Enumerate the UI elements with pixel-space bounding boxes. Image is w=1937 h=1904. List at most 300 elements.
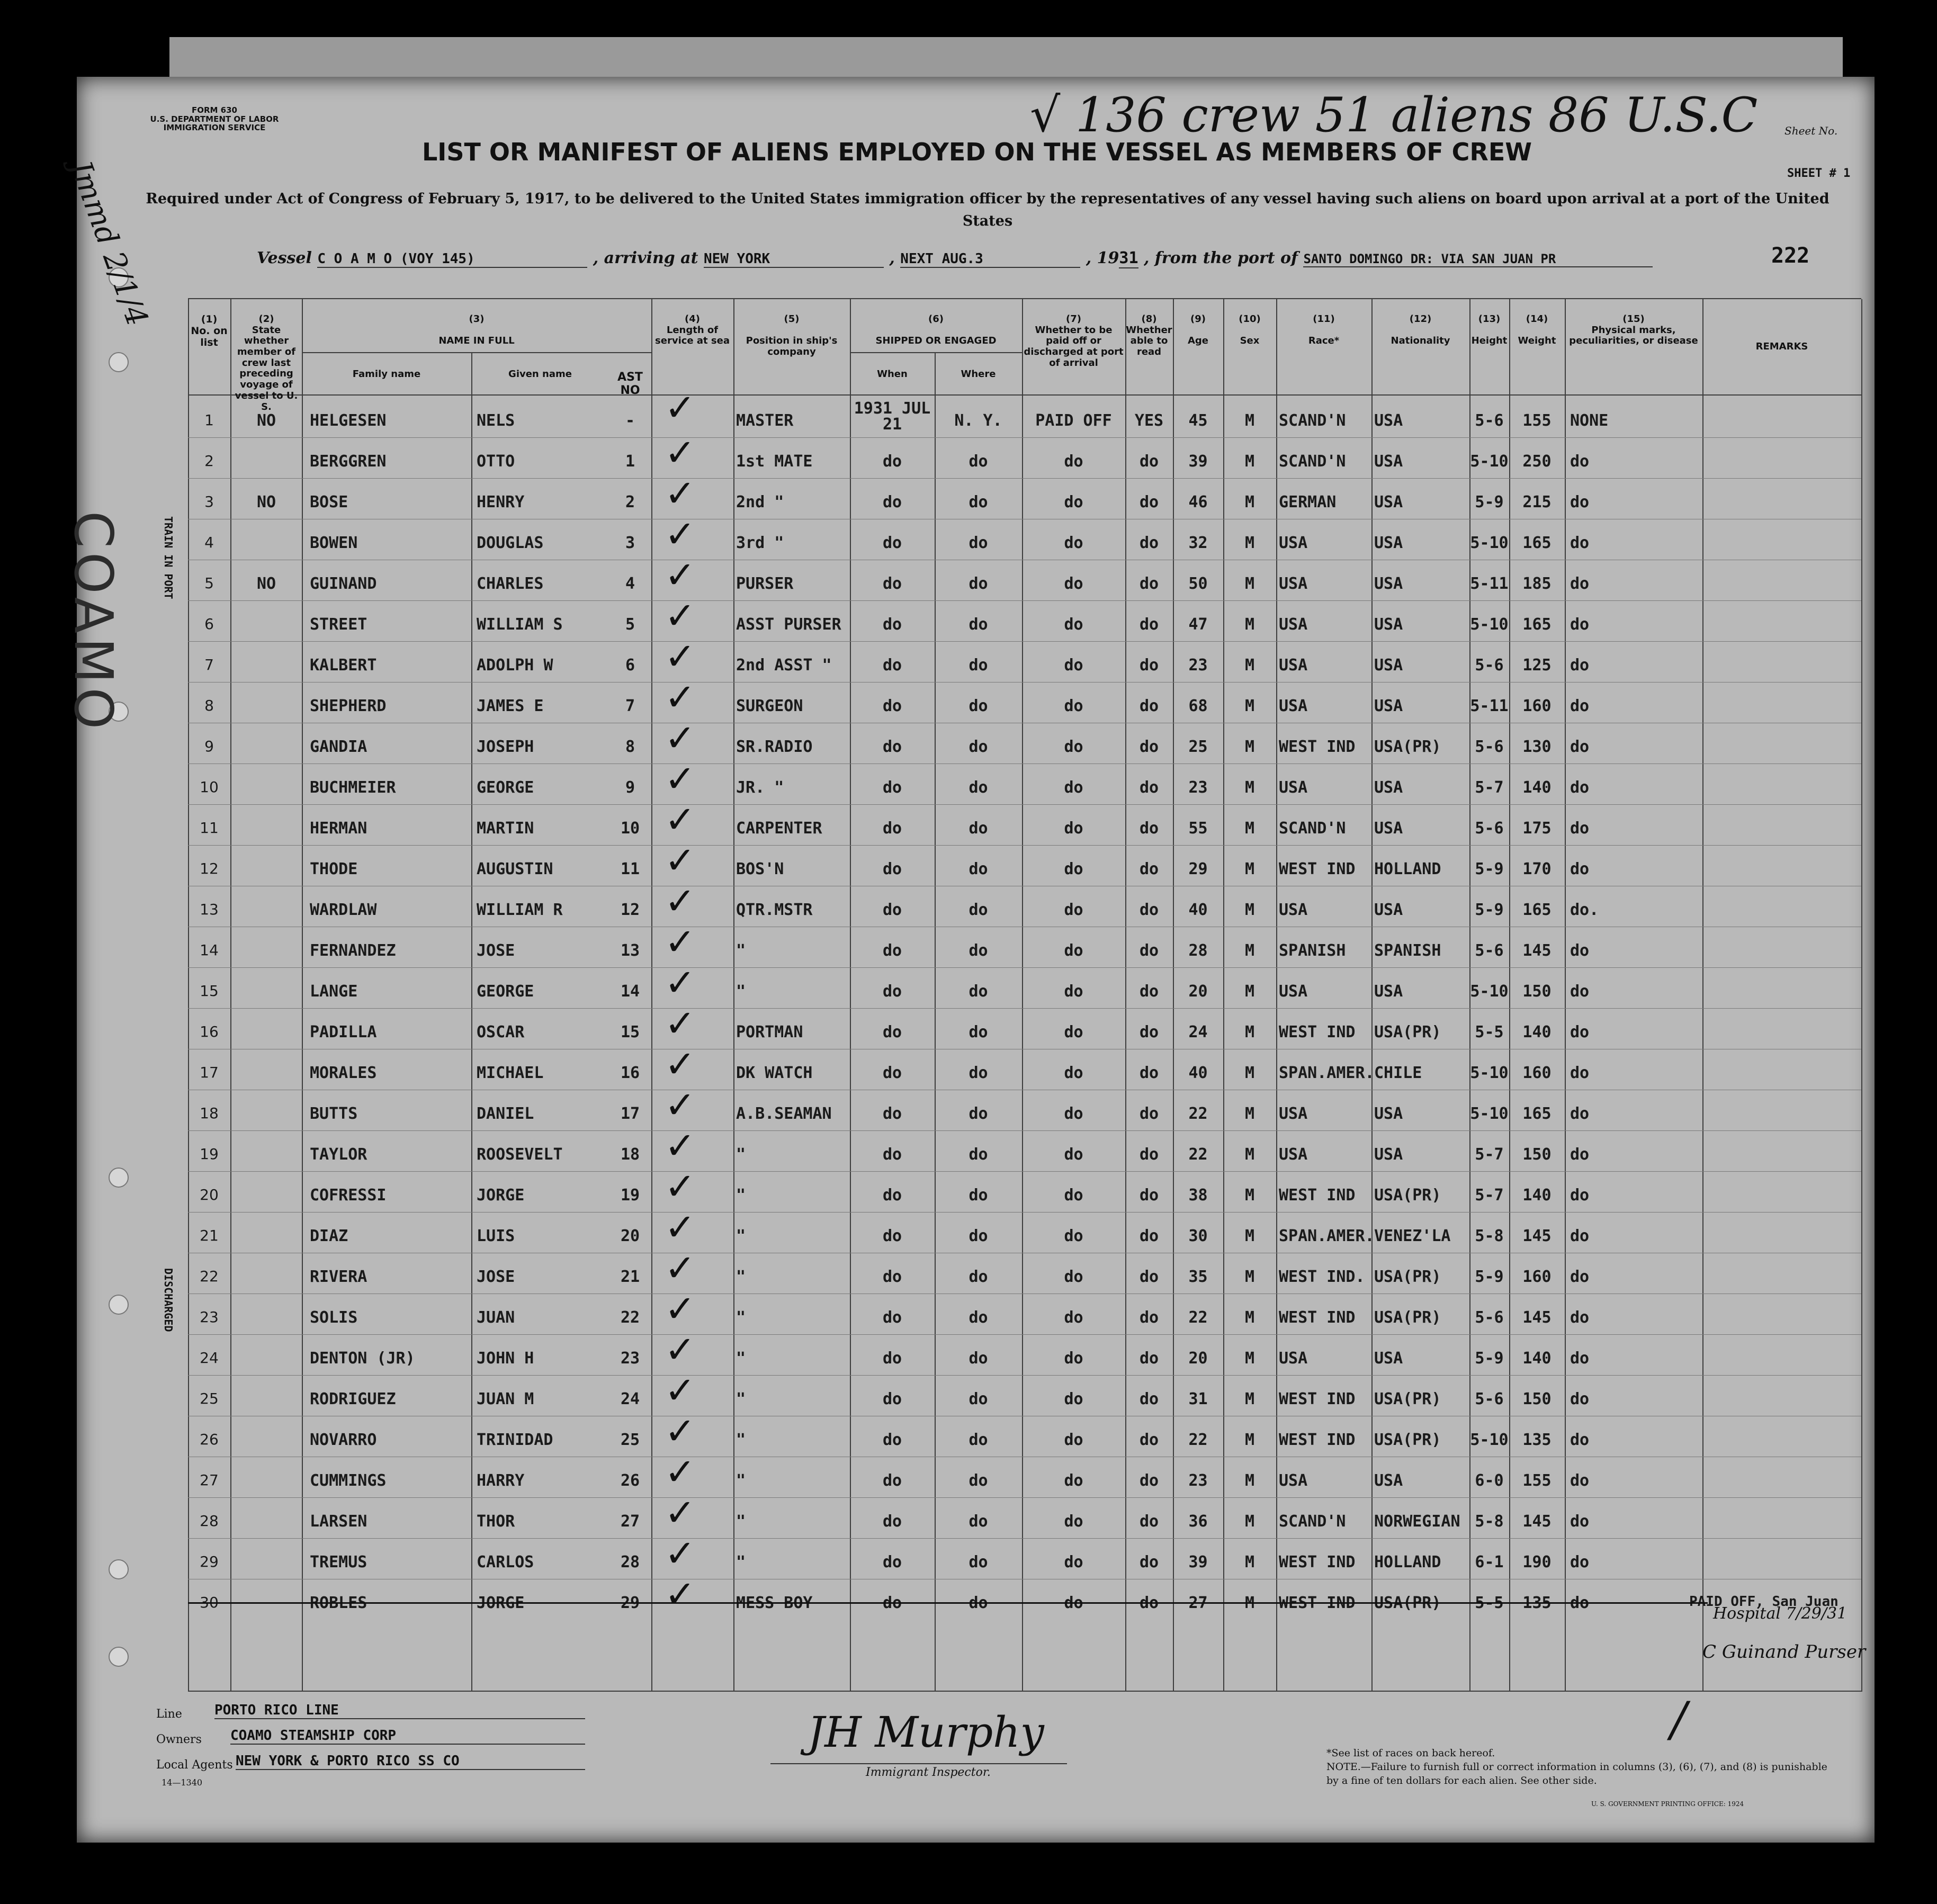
- cell-race: USA: [1279, 1349, 1308, 1368]
- col-header-physical-marks: (15) Physical marks, peculiarities, or disease: [1569, 313, 1698, 347]
- row-divider: [188, 1008, 1861, 1009]
- from-port-value: SANTO DOMINGO DR: VIA SAN JUAN PR: [1303, 252, 1653, 267]
- cell-shipped-where: do: [968, 1390, 988, 1408]
- coamo-side-stamp: COAMO: [62, 511, 124, 734]
- cell-shipped-where: do: [968, 819, 988, 838]
- cell-position: MESS BOY: [736, 1594, 813, 1612]
- cell-age: 47: [1188, 615, 1208, 634]
- cell-weight: 190: [1522, 1553, 1552, 1571]
- cell-height: 5-10: [1470, 982, 1509, 1001]
- cell-weight: 215: [1522, 493, 1552, 511]
- cell-sex: M: [1244, 1023, 1255, 1041]
- sheet-no-label: Sheet No.: [1784, 124, 1838, 137]
- col-header-able-to-read: (8) Whether able to read: [1126, 313, 1172, 358]
- col-header-family-name: Family name: [352, 369, 421, 380]
- cell-able-to-read: do: [1139, 1104, 1159, 1123]
- cell-nationality: USA: [1374, 656, 1403, 675]
- cell-paid-off: do: [1064, 1268, 1083, 1286]
- cell-weight: 165: [1522, 615, 1552, 634]
- cell-family-name: HERMAN: [310, 819, 367, 838]
- cell-height: 5-10: [1470, 534, 1509, 552]
- cell-age: 40: [1188, 901, 1208, 919]
- margin-vertical-note: DISCHARGED: [162, 1268, 175, 1332]
- cell-family-name: RIVERA: [310, 1268, 367, 1286]
- cell-position: 2nd ASST ": [736, 656, 832, 675]
- cell-family-name: GANDIA: [310, 738, 367, 756]
- cell-list-number: 18: [200, 1104, 219, 1122]
- shipped-subheader-border: [850, 352, 1022, 353]
- purser-signature: C Guinand Purser: [1702, 1641, 1866, 1663]
- cell-able-to-read: do: [1139, 1431, 1159, 1449]
- cell-height: 6-0: [1475, 1471, 1504, 1490]
- year-prefix: , 19: [1086, 249, 1119, 267]
- cell-age: 45: [1188, 411, 1208, 430]
- line-value: PORTO RICO LINE: [214, 1702, 585, 1719]
- cell-nationality: USA: [1374, 1471, 1403, 1490]
- service-checkmark: ✓: [665, 1083, 696, 1127]
- cell-physical-marks: do: [1570, 615, 1590, 634]
- cell-position: CARPENTER: [736, 819, 822, 838]
- cell-list-index: 25: [620, 1431, 640, 1449]
- cell-paid-off: do: [1064, 738, 1083, 756]
- cell-race: SPAN.AMER.: [1279, 1227, 1375, 1245]
- cell-shipped-when: do: [882, 1268, 902, 1286]
- cell-physical-marks: do: [1570, 982, 1590, 1001]
- cell-list-index: 28: [620, 1553, 640, 1571]
- cell-sex: M: [1244, 1431, 1255, 1449]
- cell-list-number: 10: [200, 778, 219, 796]
- cell-sex: M: [1244, 1349, 1255, 1368]
- cell-paid-off: do: [1064, 1064, 1083, 1082]
- cell-physical-marks: do: [1570, 1431, 1590, 1449]
- cell-shipped-where: do: [968, 452, 988, 471]
- cell-nationality: USA(PR): [1374, 738, 1441, 756]
- cell-nationality: HOLLAND: [1374, 860, 1441, 878]
- cell-age: 23: [1188, 1471, 1208, 1490]
- page-subtitle: Required under Act of Congress of February 5, 1917, to be delivered to the United States immigration officer by the representatives of any vessel having such aliens on board upon arrival at a port of the United States: [146, 191, 1830, 229]
- cell-weight: 135: [1522, 1431, 1552, 1449]
- cell-family-name: MORALES: [310, 1064, 377, 1082]
- cell-height: 5-6: [1475, 819, 1504, 838]
- cell-paid-off: do: [1064, 493, 1083, 511]
- service: IMMIGRATION SERVICE: [163, 123, 266, 132]
- cell-shipped-when: do: [882, 1349, 902, 1368]
- cell-shipped-when: do: [882, 1471, 902, 1490]
- cell-age: 30: [1188, 1227, 1208, 1245]
- cell-age: 38: [1188, 1186, 1208, 1205]
- cell-paid-off: do: [1064, 1145, 1083, 1164]
- department: U.S. DEPARTMENT OF LABOR: [150, 114, 279, 124]
- cell-list-number: 25: [200, 1390, 219, 1407]
- cell-list-number: 8: [204, 697, 214, 714]
- service-checkmark: ✓: [665, 961, 696, 1004]
- cell-list-number: 3: [204, 493, 214, 510]
- cell-shipped-where: N. Y.: [954, 411, 1002, 430]
- cell-shipped-where: do: [968, 1186, 988, 1205]
- cell-weight: 175: [1522, 819, 1552, 838]
- cell-list-index: 29: [620, 1594, 640, 1612]
- cell-race: WEST IND: [1279, 1594, 1356, 1612]
- col-divider: [1861, 299, 1862, 1692]
- cell-paid-off: do: [1064, 1512, 1083, 1531]
- vessel-value: C O A M O (VOY 145): [317, 251, 587, 268]
- cell-nationality: USA: [1374, 574, 1403, 593]
- table-top-border: [188, 298, 1861, 299]
- service-checkmark: ✓: [665, 1287, 696, 1331]
- cell-list-index: 26: [620, 1471, 640, 1490]
- sheet-no-value: SHEET # 1: [1787, 167, 1851, 180]
- cell-paid-off: do: [1064, 1471, 1083, 1490]
- cell-sex: M: [1244, 1186, 1255, 1205]
- cell-sex: M: [1244, 819, 1255, 838]
- service-checkmark: ✓: [665, 1246, 696, 1290]
- cell-paid-off: do: [1064, 1349, 1083, 1368]
- cell-list-number: 21: [200, 1227, 219, 1244]
- cell-sex: M: [1244, 615, 1255, 634]
- cell-height: 5-5: [1475, 1023, 1504, 1041]
- cell-weight: 155: [1522, 411, 1552, 430]
- cell-given-name: WILLIAM R: [477, 901, 563, 919]
- cell-list-index: 19: [620, 1186, 640, 1205]
- cell-weight: 125: [1522, 656, 1552, 675]
- cell-shipped-where: do: [968, 738, 988, 756]
- cell-sex: M: [1244, 656, 1255, 675]
- cell-age: 36: [1188, 1512, 1208, 1531]
- cell-able-to-read: do: [1139, 534, 1159, 552]
- cell-race: USA: [1279, 574, 1308, 593]
- cell-able-to-read: do: [1139, 1064, 1159, 1082]
- cell-given-name: JOSEPH: [477, 738, 534, 756]
- cell-position: ": [736, 1553, 746, 1571]
- arriving-value: NEW YORK: [704, 251, 884, 268]
- cell-age: 27: [1188, 1594, 1208, 1612]
- hospital-annotation: Hospital 7/29/31: [1713, 1604, 1848, 1623]
- cell-race: GERMAN: [1279, 493, 1337, 511]
- cell-physical-marks: NONE: [1570, 411, 1609, 430]
- service-checkmark: ✓: [665, 1491, 696, 1534]
- cell-shipped-when: do: [882, 778, 902, 797]
- row-divider: [188, 1497, 1861, 1498]
- cell-shipped-where: do: [968, 1349, 988, 1368]
- col-header-sex: (10) Sex: [1239, 313, 1261, 347]
- cell-list-number: 7: [204, 656, 214, 673]
- cell-height: 5-10: [1470, 1431, 1509, 1449]
- cell-age: 23: [1188, 778, 1208, 797]
- cell-list-number: 16: [200, 1023, 219, 1040]
- cell-physical-marks: do.: [1570, 901, 1599, 919]
- inspector-signature: JH Murphy: [808, 1708, 1044, 1757]
- service-checkmark: ✓: [665, 635, 696, 678]
- cell-sex: M: [1244, 1553, 1255, 1571]
- cell-list-index: 6: [625, 656, 635, 675]
- service-checkmark: ✓: [665, 839, 696, 882]
- cell-shipped-where: do: [968, 615, 988, 634]
- cell-height: 5-10: [1470, 1104, 1509, 1123]
- cell-list-number: 20: [200, 1186, 219, 1204]
- vessel-line: Vessel C O A M O (VOY 145) , arriving at NEW YORK , NEXT AUG.3 , 1931 , from the port of SANTO DOMINGO DR: VIA SAN JUAN PR: [257, 249, 1872, 275]
- cell-family-name: BUCHMEIER: [310, 778, 396, 797]
- cell-paid-off: do: [1064, 574, 1083, 593]
- cell-sex: M: [1244, 1145, 1255, 1164]
- cell-able-to-read: do: [1139, 1512, 1159, 1531]
- cell-list-number: 6: [204, 615, 214, 633]
- cell-weight: 165: [1522, 534, 1552, 552]
- cell-physical-marks: do: [1570, 1227, 1590, 1245]
- cell-race: SCAND'N: [1279, 452, 1346, 471]
- penalty-note: NOTE.—Failure to furnish full or correct information in columns (3), (6), (7), and (8) is punishable by a fine of ten dollars for each alien. See other side.: [1326, 1761, 1827, 1786]
- cell-weight: 145: [1522, 1227, 1552, 1245]
- cell-given-name: GEORGE: [477, 982, 534, 1001]
- col-header-previous-voyage: (2) State whether member of crew last preceding voyage of vessel to U. S.: [235, 313, 298, 412]
- cell-shipped-when: do: [882, 1431, 902, 1449]
- cell-physical-marks: do: [1570, 574, 1590, 593]
- cell-list-number: 22: [200, 1268, 219, 1285]
- cell-shipped-when: do: [882, 1553, 902, 1571]
- cell-nationality: HOLLAND: [1374, 1553, 1441, 1571]
- cell-physical-marks: do: [1570, 778, 1590, 797]
- cell-family-name: LARSEN: [310, 1512, 367, 1531]
- cell-sex: M: [1244, 778, 1255, 797]
- service-checkmark: ✓: [665, 676, 696, 719]
- cell-shipped-where: do: [968, 1308, 988, 1327]
- row-divider: [188, 1130, 1861, 1131]
- cell-given-name: JAMES E: [477, 697, 544, 715]
- col-divider: [651, 299, 652, 1692]
- cell-nationality: USA(PR): [1374, 1594, 1441, 1612]
- cell-shipped-when: 1931 JUL 21: [854, 399, 931, 434]
- cell-weight: 185: [1522, 574, 1552, 593]
- cell-race: WEST IND: [1279, 1023, 1356, 1041]
- cell-physical-marks: do: [1570, 452, 1590, 471]
- cell-race: USA: [1279, 697, 1308, 715]
- col-divider: [302, 299, 303, 1692]
- cell-shipped-when: do: [882, 1186, 902, 1205]
- cell-list-number: 30: [200, 1594, 219, 1611]
- cell-able-to-read: do: [1139, 615, 1159, 634]
- cell-physical-marks: do: [1570, 1512, 1590, 1531]
- cell-age: 68: [1188, 697, 1208, 715]
- cell-nationality: USA: [1374, 778, 1403, 797]
- cell-weight: 165: [1522, 901, 1552, 919]
- cell-age: 22: [1188, 1308, 1208, 1327]
- cell-shipped-where: do: [968, 1268, 988, 1286]
- cell-nationality: USA: [1374, 411, 1403, 430]
- cell-height: 5-6: [1475, 1308, 1504, 1327]
- cell-race: USA: [1279, 1145, 1308, 1164]
- cell-family-name: GUINAND: [310, 574, 377, 593]
- cell-nationality: NORWEGIAN: [1374, 1512, 1460, 1531]
- cell-able-to-read: do: [1139, 574, 1159, 593]
- cell-position: ": [736, 1308, 746, 1327]
- cell-height: 5-9: [1475, 860, 1504, 878]
- cell-race: SPANISH: [1279, 941, 1346, 960]
- cell-family-name: WARDLAW: [310, 901, 377, 919]
- cell-list-number: 19: [200, 1145, 219, 1163]
- cell-nationality: CHILE: [1374, 1064, 1422, 1082]
- cell-position: ": [736, 1349, 746, 1368]
- cell-list-number: 17: [200, 1064, 219, 1081]
- cell-sex: M: [1244, 1471, 1255, 1490]
- service-checkmark: ✓: [665, 1124, 696, 1167]
- col-header-weight: (14) Weight: [1518, 313, 1556, 347]
- cell-physical-marks: do: [1570, 1308, 1590, 1327]
- cell-able-to-read: do: [1139, 819, 1159, 838]
- cell-list-index: 4: [625, 574, 635, 593]
- cell-list-number: 2: [204, 452, 214, 470]
- cell-position: MASTER: [736, 411, 794, 430]
- cell-shipped-when: do: [882, 656, 902, 675]
- cell-shipped-where: do: [968, 1023, 988, 1041]
- row-divider: [188, 437, 1861, 438]
- cell-weight: 155: [1522, 1471, 1552, 1490]
- service-checkmark: ✓: [665, 1409, 696, 1453]
- cell-physical-marks: do: [1570, 1349, 1590, 1368]
- col-divider: [1565, 299, 1566, 1692]
- cell-family-name: BERGGREN: [310, 452, 387, 471]
- cell-family-name: DIAZ: [310, 1227, 348, 1245]
- cell-family-name: BOWEN: [310, 534, 358, 552]
- page-title: LIST OR MANIFEST OF ALIENS EMPLOYED ON THE VESSEL AS MEMBERS OF CREW: [422, 138, 1532, 166]
- cell-age: 24: [1188, 1023, 1208, 1041]
- cell-list-number: 23: [200, 1308, 219, 1326]
- cell-age: 35: [1188, 1268, 1208, 1286]
- cell-list-index: 23: [620, 1349, 640, 1368]
- cell-list-index: 11: [620, 860, 640, 878]
- cell-shipped-where: do: [968, 1553, 988, 1571]
- cell-nationality: USA: [1374, 534, 1403, 552]
- cell-shipped-when: do: [882, 1064, 902, 1082]
- cell-family-name: CUMMINGS: [310, 1471, 387, 1490]
- cell-race: USA: [1279, 656, 1308, 675]
- cell-given-name: JUAN M: [477, 1390, 534, 1408]
- cell-shipped-where: do: [968, 574, 988, 593]
- cell-nationality: USA: [1374, 1145, 1403, 1164]
- cell-race: USA: [1279, 1471, 1308, 1490]
- cell-paid-off: do: [1064, 982, 1083, 1001]
- cell-race: WEST IND: [1279, 860, 1356, 878]
- cell-weight: 140: [1522, 1023, 1552, 1041]
- cell-family-name: DENTON (JR): [310, 1349, 415, 1368]
- cell-list-number: 13: [200, 901, 219, 918]
- cell-given-name: ADOLPH W: [477, 656, 553, 675]
- form-number: FORM 630: [191, 105, 237, 115]
- cell-height: 5-9: [1475, 1268, 1504, 1286]
- cell-nationality: USA: [1374, 1349, 1403, 1368]
- cell-age: 29: [1188, 860, 1208, 878]
- cell-family-name: HELGESEN: [310, 411, 387, 430]
- cell-race: SCAND'N: [1279, 819, 1346, 838]
- cell-shipped-where: do: [968, 1104, 988, 1123]
- cell-paid-off: do: [1064, 656, 1083, 675]
- cell-race: USA: [1279, 615, 1308, 634]
- cell-shipped-when: do: [882, 534, 902, 552]
- cell-shipped-when: do: [882, 1594, 902, 1612]
- cell-race: WEST IND: [1279, 1186, 1356, 1205]
- cell-shipped-where: do: [968, 1471, 988, 1490]
- table-bottom-border: [188, 1691, 1861, 1692]
- service-checkmark: ✓: [665, 553, 696, 597]
- cell-age: 55: [1188, 819, 1208, 838]
- cell-list-index: 21: [620, 1268, 640, 1286]
- row-divider: [188, 1212, 1861, 1213]
- margin-vertical-note: TRAIN IN PORT: [162, 516, 175, 599]
- cell-weight: 150: [1522, 1145, 1552, 1164]
- cell-paid-off: do: [1064, 1431, 1083, 1449]
- printing-office-note: U. S. GOVERNMENT PRINTING OFFICE: 1924: [1591, 1800, 1744, 1808]
- cell-physical-marks: do: [1570, 493, 1590, 511]
- year-value: 31: [1119, 249, 1138, 267]
- cell-able-to-read: do: [1139, 1349, 1159, 1368]
- cell-nationality: VENEZ'LA: [1374, 1227, 1451, 1245]
- cell-position: ASST PURSER: [736, 615, 841, 634]
- cell-given-name: JOHN H: [477, 1349, 534, 1368]
- cell-list-index: 20: [620, 1227, 640, 1245]
- cell-paid-off: do: [1064, 901, 1083, 919]
- col-header-race: (11) Race*: [1308, 313, 1340, 347]
- cell-list-number: 12: [200, 860, 219, 877]
- cell-list-index: 8: [625, 738, 635, 756]
- service-checkmark: ✓: [665, 879, 696, 923]
- cell-paid-off: do: [1064, 615, 1083, 634]
- from-label: , from the port of: [1143, 249, 1298, 267]
- cell-family-name: PADILLA: [310, 1023, 377, 1041]
- cell-given-name: JOSE: [477, 941, 515, 960]
- cell-given-name: MARTIN: [477, 819, 534, 838]
- cell-list-index: 18: [620, 1145, 640, 1164]
- cell-height: 5-11: [1470, 697, 1509, 715]
- cell-height: 5-6: [1475, 738, 1504, 756]
- cell-family-name: NOVARRO: [310, 1431, 377, 1449]
- col-header-remarks: REMARKS: [1755, 341, 1808, 352]
- cell-able-to-read: YES: [1134, 411, 1164, 430]
- cell-height: 5-9: [1475, 901, 1504, 919]
- cell-shipped-when: do: [882, 901, 902, 919]
- manifest-sheet: [62, 77, 1875, 1843]
- cell-position: 3rd ": [736, 534, 784, 552]
- col-header-age: (9) Age: [1187, 313, 1209, 347]
- cell-physical-marks: do: [1570, 860, 1590, 878]
- row-divider: [188, 600, 1861, 601]
- cell-list-index: 1: [625, 452, 635, 471]
- cell-paid-off: do: [1064, 452, 1083, 471]
- cell-weight: 140: [1522, 778, 1552, 797]
- cell-shipped-when: do: [882, 1227, 902, 1245]
- cell-list-index: 12: [620, 901, 640, 919]
- cell-age: 40: [1188, 1064, 1208, 1082]
- cell-list-number: 11: [200, 819, 219, 837]
- col-header-nationality: (12) Nationality: [1391, 313, 1450, 347]
- cell-sex: M: [1244, 1308, 1255, 1327]
- cell-shipped-where: do: [968, 1227, 988, 1245]
- cell-family-name: KALBERT: [310, 656, 377, 675]
- cell-shipped-where: do: [968, 1145, 988, 1164]
- cell-list-index: 14: [620, 982, 640, 1001]
- col-header-height: (13) Height: [1471, 313, 1508, 347]
- cell-family-name: THODE: [310, 860, 358, 878]
- cell-physical-marks: do: [1570, 1023, 1590, 1041]
- cell-height: 5-5: [1475, 1594, 1504, 1612]
- cell-able-to-read: do: [1139, 1023, 1159, 1041]
- cell-list-number: 14: [200, 941, 219, 959]
- cell-race: WEST IND: [1279, 738, 1356, 756]
- cell-family-name: FERNANDEZ: [310, 941, 396, 960]
- cell-family-name: TAYLOR: [310, 1145, 367, 1164]
- cell-shipped-where: do: [968, 493, 988, 511]
- cell-position: A.B.SEAMAN: [736, 1104, 832, 1123]
- cell-shipped-when: do: [882, 493, 902, 511]
- col-header-service-length: (4) Length of service at sea: [655, 313, 730, 347]
- cell-remarks: PAID OFF, San Juan: [1689, 1594, 1839, 1610]
